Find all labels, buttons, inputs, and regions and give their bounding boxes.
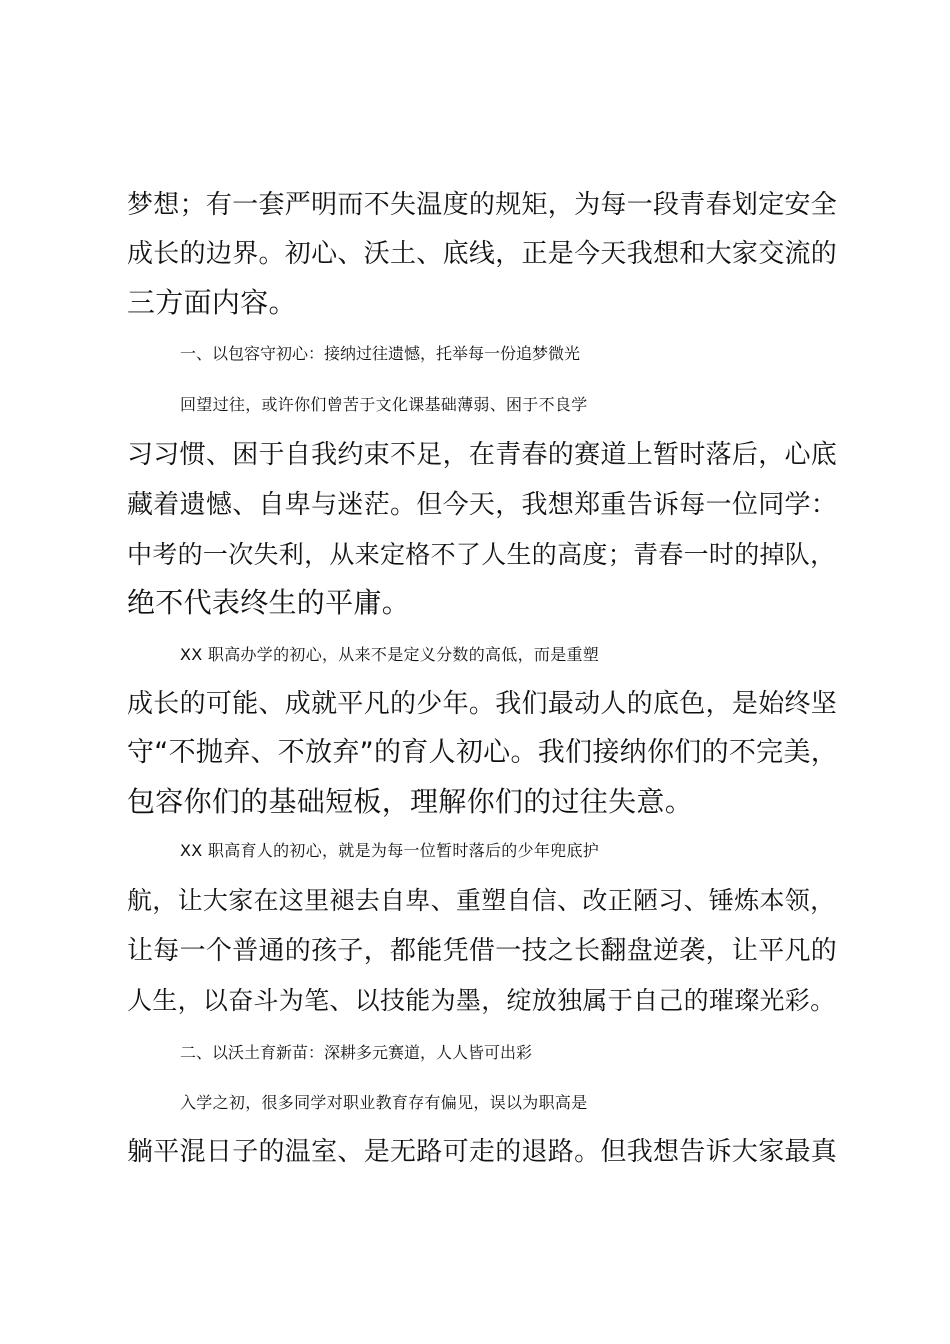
text-line: 习习惯、困于自我约束不足，在青春的赛道上暂时落后，心底: [127, 440, 838, 470]
text-line: 包容你们的基础短板，理解你们的过往失意。: [127, 785, 694, 818]
text-line: 守“不抛弃、不放弃”的育人初心。我们接纳你们的不完美，: [127, 737, 839, 768]
text-line: 成长的可能、成就平凡的少年。我们最动人的底色，是始终坚: [127, 689, 838, 719]
text-line: 入学之初，很多同学对职业教育存有偏见，误以为职高是: [180, 1093, 588, 1112]
section-heading: 二、以沃土育新苗：深耕多元赛道，人人皆可出彩: [180, 1043, 533, 1062]
text-line: 绝不代表终生的平庸。: [127, 586, 411, 619]
text-line: 三方面内容。: [127, 286, 297, 319]
text-line: XX 职高办学的初心，从来不是定义分数的高低，而是重塑: [180, 645, 600, 664]
text-line: 回望过往，或许你们曾苦于文化课基础薄弱、困于不良学: [180, 395, 588, 414]
text-line: 成长的边界。初心、沃土、底线，正是今天我想和大家交流的: [127, 239, 838, 269]
text-line: 航，让大家在这里褪去自卑、重塑自信、改正陋习、锤炼本领，: [127, 886, 836, 915]
text-line: 让每一个普通的孩子，都能凭借一技之长翻盘逆袭，让平凡的: [127, 936, 838, 966]
text-line: XX 职高育人的初心，就是为每一位暂时落后的少年兜底护: [180, 841, 600, 860]
text-line: 梦想；有一套严明而不失温度的规矩，为每一段青春划定安全: [127, 190, 838, 220]
text-line: 中考的一次失利，从来定格不了人生的高度；青春一时的掉队，: [127, 540, 836, 569]
section-heading: 一、以包容守初心：接纳过往遗憾，托举每一份追梦微光: [180, 344, 581, 363]
text-line: 躺平混日子的温室、是无路可走的退路。但我想告诉大家最真: [127, 1137, 838, 1167]
text-line: 人生，以奋斗为笔、以技能为墨，绽放独属于自己的璀璨光彩。: [127, 986, 836, 1015]
text-line: 藏着遗憾、自卑与迷茫。但今天，我想郑重告诉每一位同学：: [127, 490, 838, 520]
